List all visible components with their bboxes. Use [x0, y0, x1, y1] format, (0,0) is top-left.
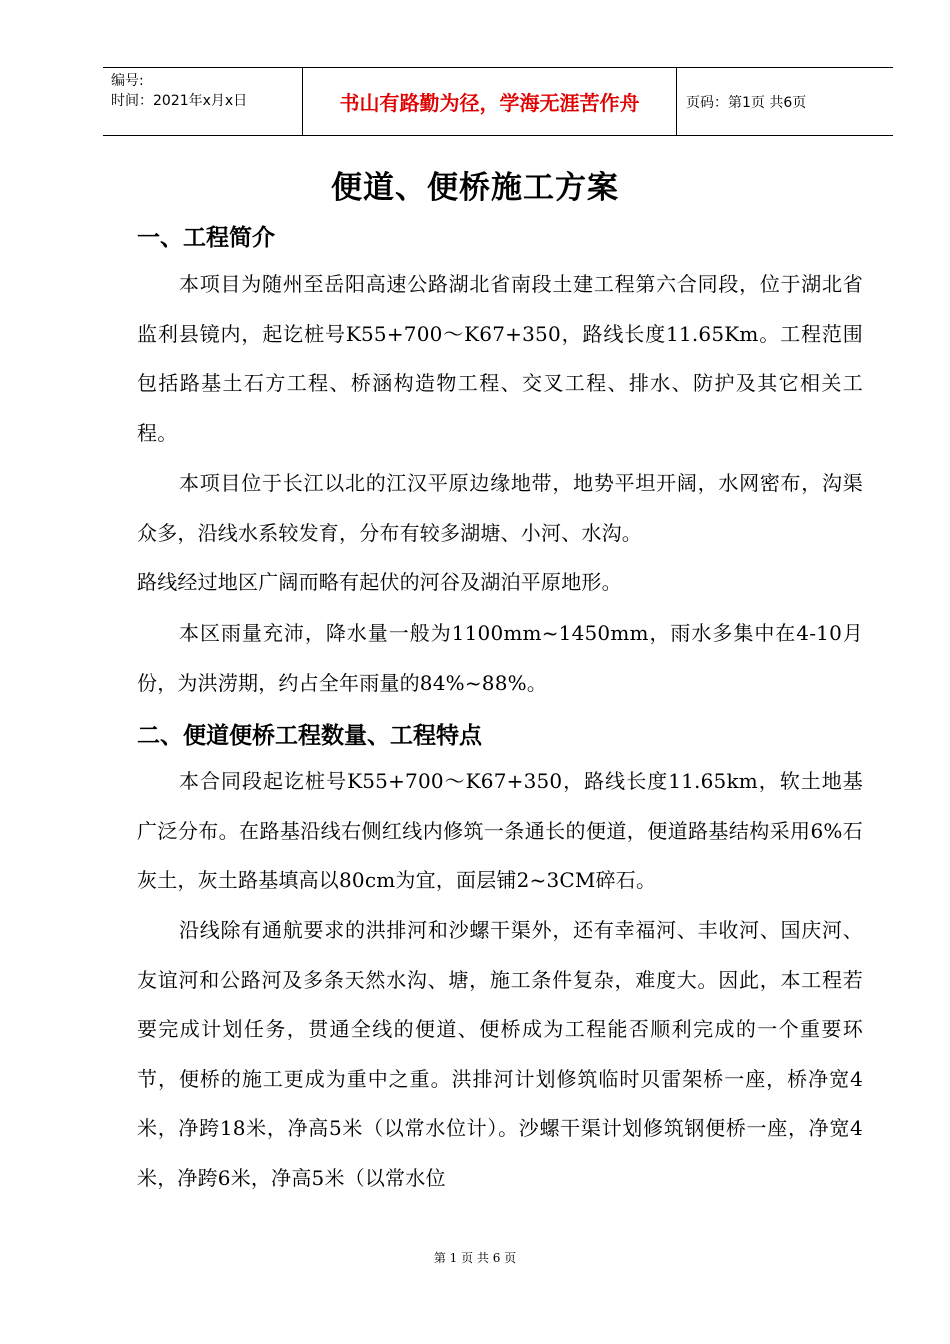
header-table	[103, 67, 893, 136]
section-heading-1: 一、工程简介	[137, 225, 275, 251]
paragraph: 本合同段起讫桩号K55+700～K67+350，路线长度11.65km，软土地基广泛分布。在路基沿线右侧红线内修筑一条通长的便道，便道路基结构采用6%石灰土，灰土路基填高以80cm为宜，面层铺2~3CM碎石。	[137, 769, 863, 892]
paragraph: 本区雨量充沛，降水量一般为1100mm~1450mm，雨水多集中在4-10月份，为洪涝期，约占全年雨量的84%~88%。	[137, 621, 863, 695]
paragraph: 路线经过地区广阔而略有起伏的河谷及湖泊平原地形。	[137, 570, 622, 594]
page-footer: 第 1 页 共 6 页	[433, 1251, 517, 1265]
section-heading-2: 二、便道便桥工程数量、工程特点	[137, 723, 482, 749]
header-meta	[103, 68, 303, 135]
paragraph: 沿线除有通航要求的洪排河和沙螺干渠外，还有幸福河、丰收河、国庆河、友谊河和公路河及多条天然水沟、塘，施工条件复杂，难度大。因此，本工程若要完成计划任务，贯通全线的便道、便桥成为工程能否顺利完成的一个重要环节，便桥的施工更成为重中之重。洪排河计划修筑临时贝雷架桥一座，桥净宽4米，净跨18米，净高5米（以常水位计）。沙螺干渠计划修筑钢便桥一座，净宽4米，净跨6米，净高5米（以常水位	[137, 918, 863, 1190]
time-label: 时间：2021年x月x日	[111, 93, 248, 109]
number-label: 编号:	[111, 73, 144, 89]
motto: 书山有路勤为径，学海无涯苦作舟	[303, 68, 677, 135]
paragraph: 本项目为随州至岳阳高速公路湖北省南段土建工程第六合同段，位于湖北省监利县镜内，起讫桩号K55+700～K67+350，路线长度11.65Km。工程范围包括路基土石方工程、桥涵构造物工程、交叉工程、排水、防护及其它相关工程。	[137, 272, 863, 445]
page-label: 页码：第1页 共6页	[686, 94, 807, 111]
document-title: 便道、便桥施工方案	[331, 170, 619, 206]
paragraph: 本项目位于长江以北的江汉平原边缘地带，地势平坦开阔，水网密布，沟渠众多，沿线水系较发育，分布有较多湖塘、小河、水沟。	[137, 471, 863, 545]
